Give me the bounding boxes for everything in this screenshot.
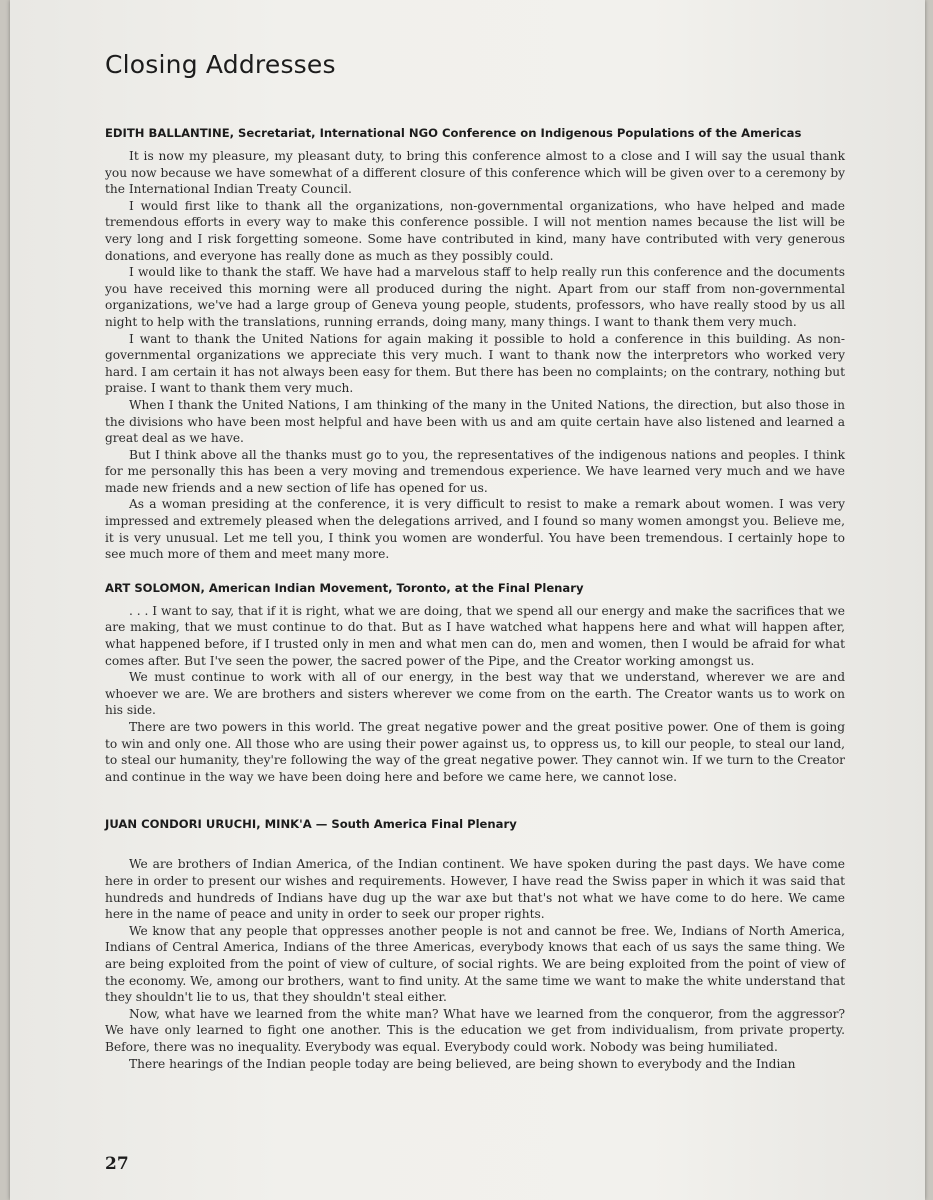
paragraph: When I thank the United Nations, I am thinking of the many in the United Nations, the direction, but also those in the divisions who have been most helpful and have been with us and am quite certain have also listened and learned a great deal as we have.	[105, 397, 845, 446]
paragraph: Now, what have we learned from the white man? What have we learned from the conqueror, from the aggressor? We have only learned to fight one another. This is the education we get from individualism, from private property. Before, there was no inequality. Everybody was equal. Everybody could work. Nobody was being humiliated.	[105, 1006, 845, 1054]
paragraph: . . . I want to say, that if it is right, what we are doing, that we spend all our energy and make the sacrifices that we are making, that we must continue to do that. But as I have watched what happens here and what will happen after, what happened before, if I trusted only in men and what men can do, men and women, then I would be afraid for what comes after. But I've seen the power, the sacred power of the Pipe, and the Creator working amongst us.	[105, 603, 845, 668]
speaker-heading: JUAN CONDORI URUCHI, MINK'A — South America Final Plenary	[105, 817, 517, 832]
page-number: 27	[105, 1154, 129, 1174]
speaker-heading: EDITH BALLANTINE, Secretariat, International NGO Conference on Indigenous Populations of the Americas	[105, 126, 802, 140]
paragraph: There are two powers in this world. The great negative power and the great positive power. One of them is going to win and only one. All those who are using their power against us, to oppress us, to kill our people, to steal our land, to steal our humanity, they're following the way of the great negative power. They cannot win. If we turn to the Creator and continue in the way we have been doing here and before we came here, we cannot lose.	[105, 720, 845, 784]
paragraph: But I think above all the thanks must go to you, the representatives of the indigenous nations and peoples. I think for me personally this has been a very moving and tremendous experience. We have learned very much and we have made new friends and a new section of life has opened for us.	[105, 447, 845, 495]
address-ballantine	[105, 126, 845, 563]
paragraph: We know that any people that oppresses another people is not and cannot be free. We, Indians of North America, Indians of Central America, Indians of the three Americas, everybody knows that each of us says the same thing. We are being exploited from the point of view of culture, of social rights. We are being exploited from the point of view of the economy. We, among our brothers, want to find unity. At the same time we want to make the white understand that they shouldn't lie to us, that they shouldn't steal either.	[105, 923, 845, 1005]
address-condori-uruchi	[105, 817, 845, 1072]
address-solomon	[105, 581, 845, 786]
document-page	[10, 0, 925, 1200]
paragraph: I would first like to thank all the organizations, non-governmental organizations, who have helped and made tremendous efforts in every way to make this conference possible. I will not mention names because the list will be very long and I risk forgetting someone. Some have contributed in kind, many have contributed with very generous donations, and everyone has really done as much as they possibly could.	[105, 198, 845, 263]
paragraph: There hearings of the Indian people today are being believed, are being shown to everybody and the Indian	[129, 1056, 796, 1071]
paragraph: As a woman presiding at the conference, it is very difficult to resist to make a remark about women. I was very impressed and extremely pleased when the delegations arrived, and I found so many women amongst you. Believe me, it is very unusual. Let me tell you, I think you women are wonderful. You have been tremendous. I certainly hope to see much more of them and meet many more.	[105, 497, 845, 562]
page-content	[105, 126, 845, 1090]
paragraph: We are brothers of Indian America, of the Indian continent. We have spoken during the past days. We have come here in order to present our wishes and requirements. However, I have read the Swiss paper in which it was said that hundreds and hundreds of Indians have dug up the war axe but that's not what we have come to do here. We came here in the name of peace and unity in order to seek our proper rights.	[105, 857, 845, 922]
paragraph: We must continue to work with all of our energy, in the best way that we understand, wherever we are and whoever we are. We are brothers and sisters wherever we come from on the earth. The Creator wants us to work on his side.	[105, 670, 845, 718]
paragraph: I want to thank the United Nations for again making it possible to hold a conference in this building. As non-governmental organizations we appreciate this very much. I want to thank now the interpretors who worked very hard. I am certain it has not always been easy for them. But there has been no complaints; on the contrary, nothing but praise. I want to thank them very much.	[105, 331, 845, 396]
paragraph: It is now my pleasure, my pleasant duty, to bring this conference almost to a close and I will say the usual thank you now because we have somewhat of a different closure of this conference which will be given over to a ceremony by the International Indian Treaty Council.	[105, 149, 846, 197]
speaker-heading: ART SOLOMON, American Indian Movement, Toronto, at the Final Plenary	[105, 580, 584, 595]
paragraph: I would like to thank the staff. We have had a marvelous staff to help really run this conference and the documents you have received this morning were all produced during the night. Apart from our staff from non-governmental organizations, we've had a large group of Geneva young people, students, professors, who have really stood by us all night to help with the translations, running errands, doing many, many things. I want to thank them very much.	[105, 265, 845, 329]
page-title: Closing Addresses	[105, 50, 336, 79]
